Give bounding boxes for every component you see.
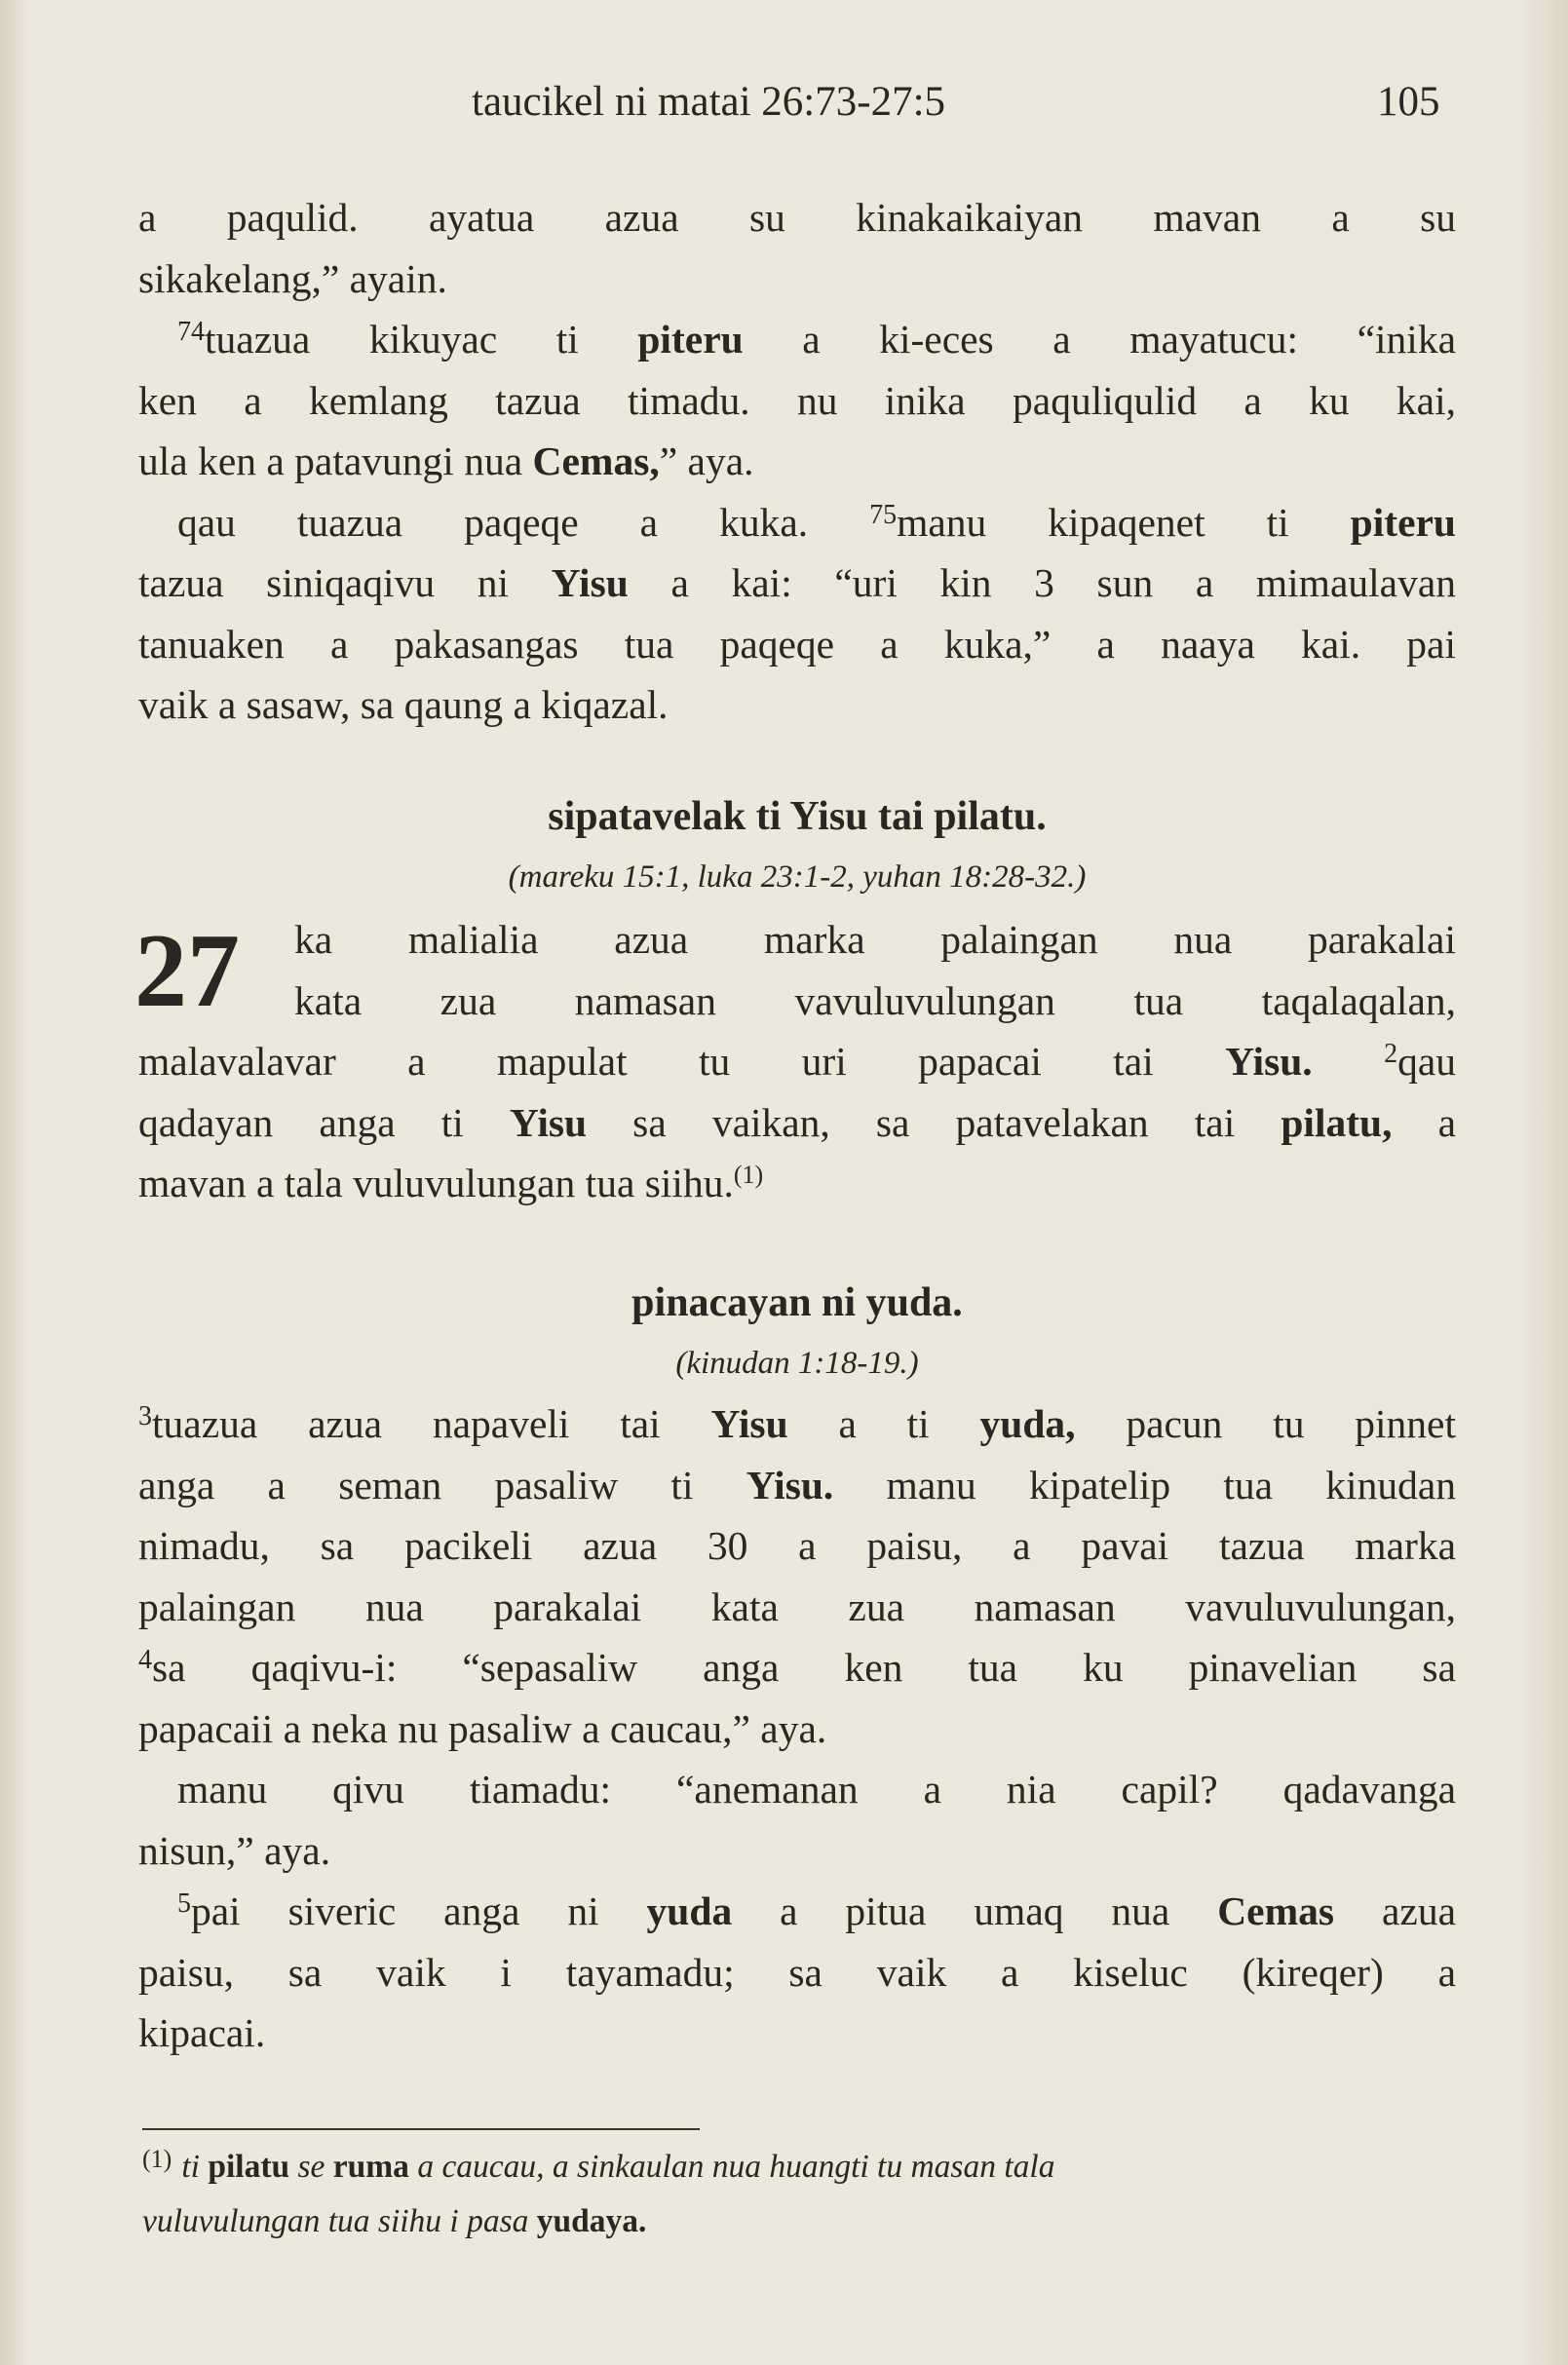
text-line: qadayan anga ti Yisu sa vaikan, sa patavelakan tai pilatu, a xyxy=(138,1099,1456,1145)
text-line: vaik a sasaw, sa qaung a kiqazal. xyxy=(138,682,669,727)
verse-number: 3 xyxy=(138,1401,152,1431)
text-line: a paqulid. ayatua azua su kinakaikaiyan mavan a su xyxy=(138,195,1456,240)
text-line: ken a kemlang tazua timadu. nu inika paquliqulid a ku kai, xyxy=(138,377,1456,423)
paragraph-verse-3 xyxy=(138,1393,1456,1759)
text-line: paisu, sa vaik i tayamadu; sa vaik a kiseluc (kireqer) a xyxy=(138,1949,1456,1995)
cross-reference: (mareku 15:1, luka 23:1-2, yuhan 18:28-32.) xyxy=(508,859,1087,895)
text-line: $^{74}$tuazua kikuyac ti piteru a ki-eces a mayatucu: “inika xyxy=(177,317,1456,362)
name-bold: piteru xyxy=(637,317,744,362)
text-line: kata zua namasan vavuluvulungan tua taqalaqalan, xyxy=(294,977,1456,1023)
footnote xyxy=(142,2140,1458,2249)
paragraph-continuation xyxy=(138,187,1456,309)
text-line: qau tuazua paqeqe a kuka. $^{75}$manu kipaqenet ti piteru xyxy=(177,499,1456,545)
text-line: nisun,” aya. xyxy=(138,1827,331,1873)
name-bold: Yisu xyxy=(710,1401,788,1446)
text-line: ka malialia azua marka palaingan nua parakalai xyxy=(294,917,1456,962)
paragraph-verse-75 xyxy=(138,492,1456,736)
running-header-title: taucikel ni matai 26:73-27:5 xyxy=(472,79,946,125)
name-bold: Yisu xyxy=(551,560,629,605)
verse-number: 75 xyxy=(869,499,898,530)
verse-number: 74 xyxy=(177,317,205,347)
page-number: 105 xyxy=(1377,79,1440,125)
name-bold: Yisu. xyxy=(746,1462,834,1507)
section-heading: pinacayan ni yuda. xyxy=(631,1279,963,1325)
paragraph-verse-74 xyxy=(138,309,1456,492)
text-line: nimadu, sa pacikeli azua 30 a paisu, a pavai tazua marka xyxy=(138,1523,1456,1568)
footnote-line: vuluvulungan tua siihu i pasa yudaya. xyxy=(142,2203,647,2239)
footnote-marker: (1) xyxy=(733,1161,764,1189)
text-line: $^5$pai siveric anga ni yuda a pitua umaq nua Cemas azua xyxy=(177,1888,1456,1933)
text-line: tazua siniqaqivu ni Yisu a kai: “uri kin 3 sun a mimaulavan xyxy=(138,560,1456,605)
body-text xyxy=(134,187,1457,2064)
footnote-number: (1) xyxy=(142,2145,172,2173)
text-line: palaingan nua parakalai kata zua namasan vavuluvulungan, xyxy=(138,1583,1456,1629)
name-bold: Cemas xyxy=(1217,1888,1335,1933)
text-line: malavalavar a mapulat tu uri papacai tai Yisu. $^2$qau xyxy=(138,1039,1456,1084)
name-bold: Cemas, xyxy=(532,439,660,483)
verse-number: 5 xyxy=(177,1888,191,1919)
text-line: anga a seman pasaliw ti Yisu. manu kipatelip tua kinudan xyxy=(138,1462,1457,1507)
name-bold: pilatu, xyxy=(1281,1099,1393,1145)
name-bold: Yisu xyxy=(509,1099,588,1145)
chapter-number: 27 xyxy=(134,913,240,1029)
footnote-rule xyxy=(142,2128,700,2130)
verse-number: 2 xyxy=(1384,1039,1398,1069)
name-bold: Yisu. xyxy=(1225,1039,1313,1084)
chapter-27-opening xyxy=(134,909,1456,1214)
text-line: papacaii a neka nu pasaliw a caucau,” aya. xyxy=(138,1705,827,1751)
section-heading: sipatavelak ti Yisu tai pilatu. xyxy=(548,793,1047,839)
paragraph-continuation xyxy=(138,1759,1456,1881)
text-line: $^3$tuazua azua napaveli tai Yisu a ti yuda, pacun tu pinnet xyxy=(138,1401,1456,1446)
name-bold: yuda xyxy=(646,1888,733,1933)
text-line: kipacai. xyxy=(138,2010,266,2055)
text-line: ula ken a patavungi nua Cemas,” aya. xyxy=(138,439,754,483)
text-line: sikakelang,” ayain. xyxy=(138,255,447,301)
paragraph-verse-5 xyxy=(138,1881,1456,2064)
verse-number: 4 xyxy=(138,1645,152,1675)
footnote-line: $^{(1)}$ ti pilatu se ruma a caucau, a sinkaulan nua huangti tu masan tala xyxy=(142,2145,1055,2185)
cross-reference: (kinudan 1:18-19.) xyxy=(675,1346,919,1381)
text-line: manu qivu tiamadu: “anemanan a nia capil? qadavanga xyxy=(177,1767,1456,1812)
text-line: tanuaken a pakasangas tua paqeqe a kuka,” a naaya kai. pai xyxy=(138,621,1456,667)
name-bold: piteru xyxy=(1350,499,1456,545)
name-bold: yuda, xyxy=(979,1401,1076,1446)
text-line: mavan a tala vuluvulungan tua siihu.$^{(1)}$ xyxy=(138,1161,764,1205)
text-line: $^4$sa qaqivu-i: “sepasaliw anga ken tua ku pinavelian sa xyxy=(138,1645,1456,1690)
